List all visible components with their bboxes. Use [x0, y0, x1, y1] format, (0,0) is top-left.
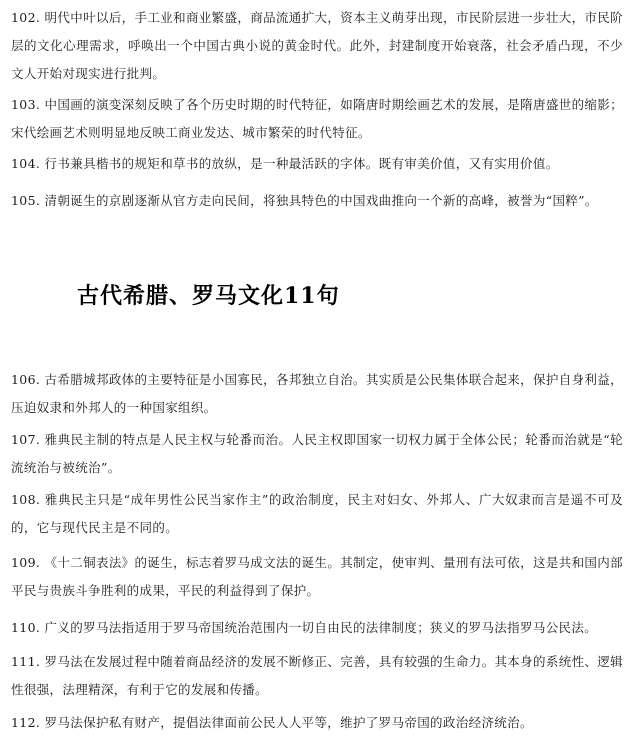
- section-heading: 古代希腊、罗马文化11句: [77, 283, 340, 309]
- paragraph-109: 109. 《十二铜表法》的诞生，标志着罗马成文法的诞生。其制定，使审判、量刑有法可依，这是共和国内部平民与贵族斗争胜利的成果，平民的利益得到了保护。: [11, 555, 623, 598]
- paragraph-104: 104. 行书兼具楷书的规矩和草书的放纵，是一种最活跃的字体。既有审美价值，又有实用价值。: [11, 156, 559, 171]
- paragraph-106: 106. 古希腊城邦政体的主要特征是小国寡民，各邦独立自治。其实质是公民集体联合起来，保护自身利益，压迫奴隶和外邦人的一种国家组织。: [11, 372, 623, 415]
- paragraph-108: 108. 雅典民主只是“成年男性公民当家作主”的政治制度，民主对妇女、外邦人、广大奴隶而言是遥不可及的，它与现代民主是不同的。: [11, 492, 623, 535]
- paragraph-102: 102. 明代中叶以后，手工业和商业繁盛，商品流通扩大，资本主义萌芽出现，市民阶层进一步壮大，市民阶层的文化心理需求，呼唤出一个中国古典小说的黄金时代。此外，封建制度开始衰落，社会矛盾凸现，不少文人开始对现实进行批判。: [11, 10, 623, 81]
- paragraph-112: 112. 罗马法保护私有财产，提倡法律面前公民人人平等，维护了罗马帝国的政治经济统治。: [11, 715, 533, 730]
- paragraph-111: 111. 罗马法在发展过程中随着商品经济的发展不断修正、完善，具有较强的生命力。其本身的系统性、逻辑性很强，法理精深，有利于它的发展和传播。: [11, 654, 623, 697]
- paragraph-107: 107. 雅典民主制的特点是人民主权与轮番而治。人民主权即国家一切权力属于全体公民；轮番而治就是“轮流统治与被统治”。: [11, 432, 623, 475]
- paragraph-103: 103. 中国画的演变深刻反映了各个历史时期的时代特征，如隋唐时期绘画艺术的发展，是隋唐盛世的缩影；宋代绘画艺术则明显地反映工商业发达、城市繁荣的时代特征。: [11, 97, 623, 140]
- paragraph-110: 110. 广义的罗马法指适用于罗马帝国统治范围内一切自由民的法律制度；狭义的罗马法指罗马公民法。: [11, 620, 598, 635]
- paragraph-105: 105. 清朝诞生的京剧逐渐从官方走向民间，将独具特色的中国戏曲推向一个新的高峰，被誉为“国粹”。: [11, 193, 598, 208]
